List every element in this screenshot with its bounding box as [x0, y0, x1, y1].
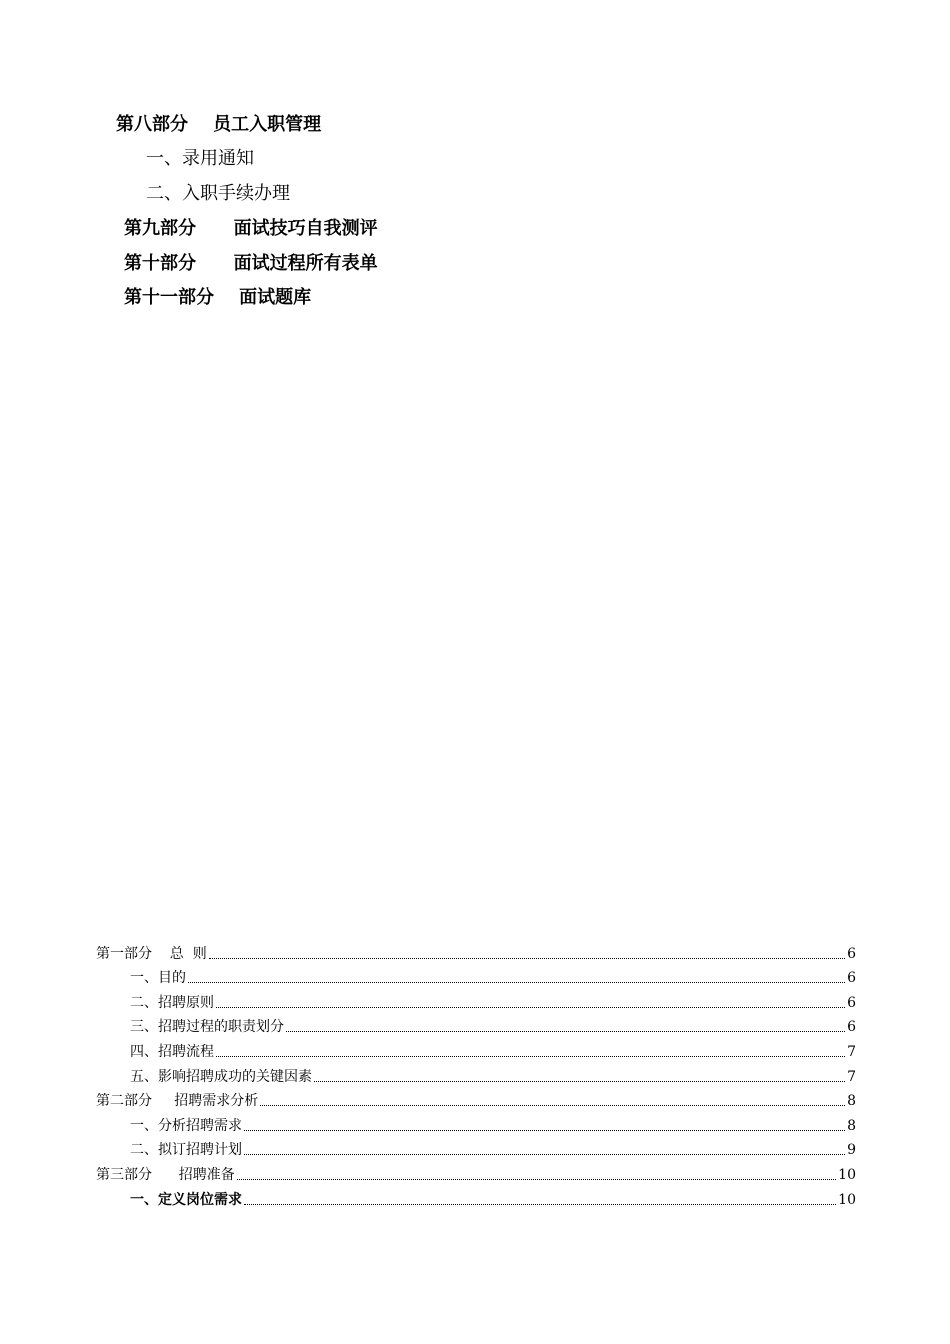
toc-entry-title: 第二部分 招聘需求分析: [96, 1093, 259, 1110]
toc-leader: [216, 1056, 845, 1057]
outline-heading-part-8: 第八部分 员工入职管理: [116, 114, 322, 135]
toc-entry[interactable]: [96, 938, 856, 963]
toc-entry[interactable]: [96, 1184, 856, 1209]
outline-heading-part-11: 第十一部分 面试题库: [124, 287, 312, 308]
toc-entry[interactable]: [96, 1159, 856, 1184]
outline-heading-part-10: 第十部分 面试过程所有表单: [124, 253, 378, 274]
toc-leader: [286, 1031, 845, 1032]
toc-page-number: 9: [847, 1142, 856, 1159]
toc-page-number: 7: [847, 1043, 856, 1060]
toc-entry-title: 第一部分 总 则: [96, 945, 207, 962]
toc-page-number: 7: [847, 1068, 856, 1085]
toc-entry[interactable]: [96, 1036, 856, 1061]
toc-entry-title: 一、分析招聘需求: [130, 1117, 242, 1134]
toc-entry-title: 二、招聘原则: [130, 994, 214, 1011]
toc-page-number: 10: [838, 1166, 856, 1183]
toc-page-number: 10: [838, 1191, 856, 1208]
toc-leader: [188, 982, 845, 983]
toc-entry[interactable]: [96, 963, 856, 988]
outline-item-onboarding: 二、入职手续办理: [146, 183, 290, 204]
toc-entry[interactable]: [96, 1061, 856, 1086]
toc-leader: [237, 1179, 836, 1180]
toc-entry-title: 五、影响招聘成功的关键因素: [130, 1068, 312, 1085]
toc-entry-title: 第三部分 招聘准备: [96, 1166, 235, 1183]
toc-leader: [244, 1204, 836, 1205]
toc-entry[interactable]: [96, 1012, 856, 1037]
toc-leader: [244, 1154, 845, 1155]
toc-entry[interactable]: [96, 1110, 856, 1135]
toc-entry-title: 一、定义岗位需求: [130, 1191, 242, 1208]
table-of-contents: [96, 938, 856, 1209]
toc-entry-title: 三、招聘过程的职责划分: [130, 1019, 284, 1036]
toc-leader: [244, 1130, 845, 1131]
toc-leader: [314, 1081, 845, 1082]
toc-page-number: 6: [847, 1019, 856, 1036]
toc-page-number: 6: [847, 970, 856, 987]
toc-page-number: 8: [847, 1093, 856, 1110]
toc-page-number: 6: [847, 994, 856, 1011]
toc-leader: [260, 1105, 845, 1106]
outline-item-offer-notice: 一、录用通知: [146, 148, 254, 169]
toc-leader: [216, 1007, 845, 1008]
toc-leader: [209, 958, 845, 959]
toc-page-number: 6: [847, 945, 856, 962]
toc-page-number: 8: [847, 1117, 856, 1134]
toc-entry-title: 四、招聘流程: [130, 1043, 214, 1060]
toc-entry[interactable]: [96, 1086, 856, 1111]
toc-entry-title: 二、拟订招聘计划: [130, 1142, 242, 1159]
toc-entry[interactable]: [96, 1135, 856, 1160]
toc-entry-title: 一、目的: [130, 970, 186, 987]
outline-heading-part-9: 第九部分 面试技巧自我测评: [124, 218, 378, 239]
toc-entry[interactable]: [96, 987, 856, 1012]
